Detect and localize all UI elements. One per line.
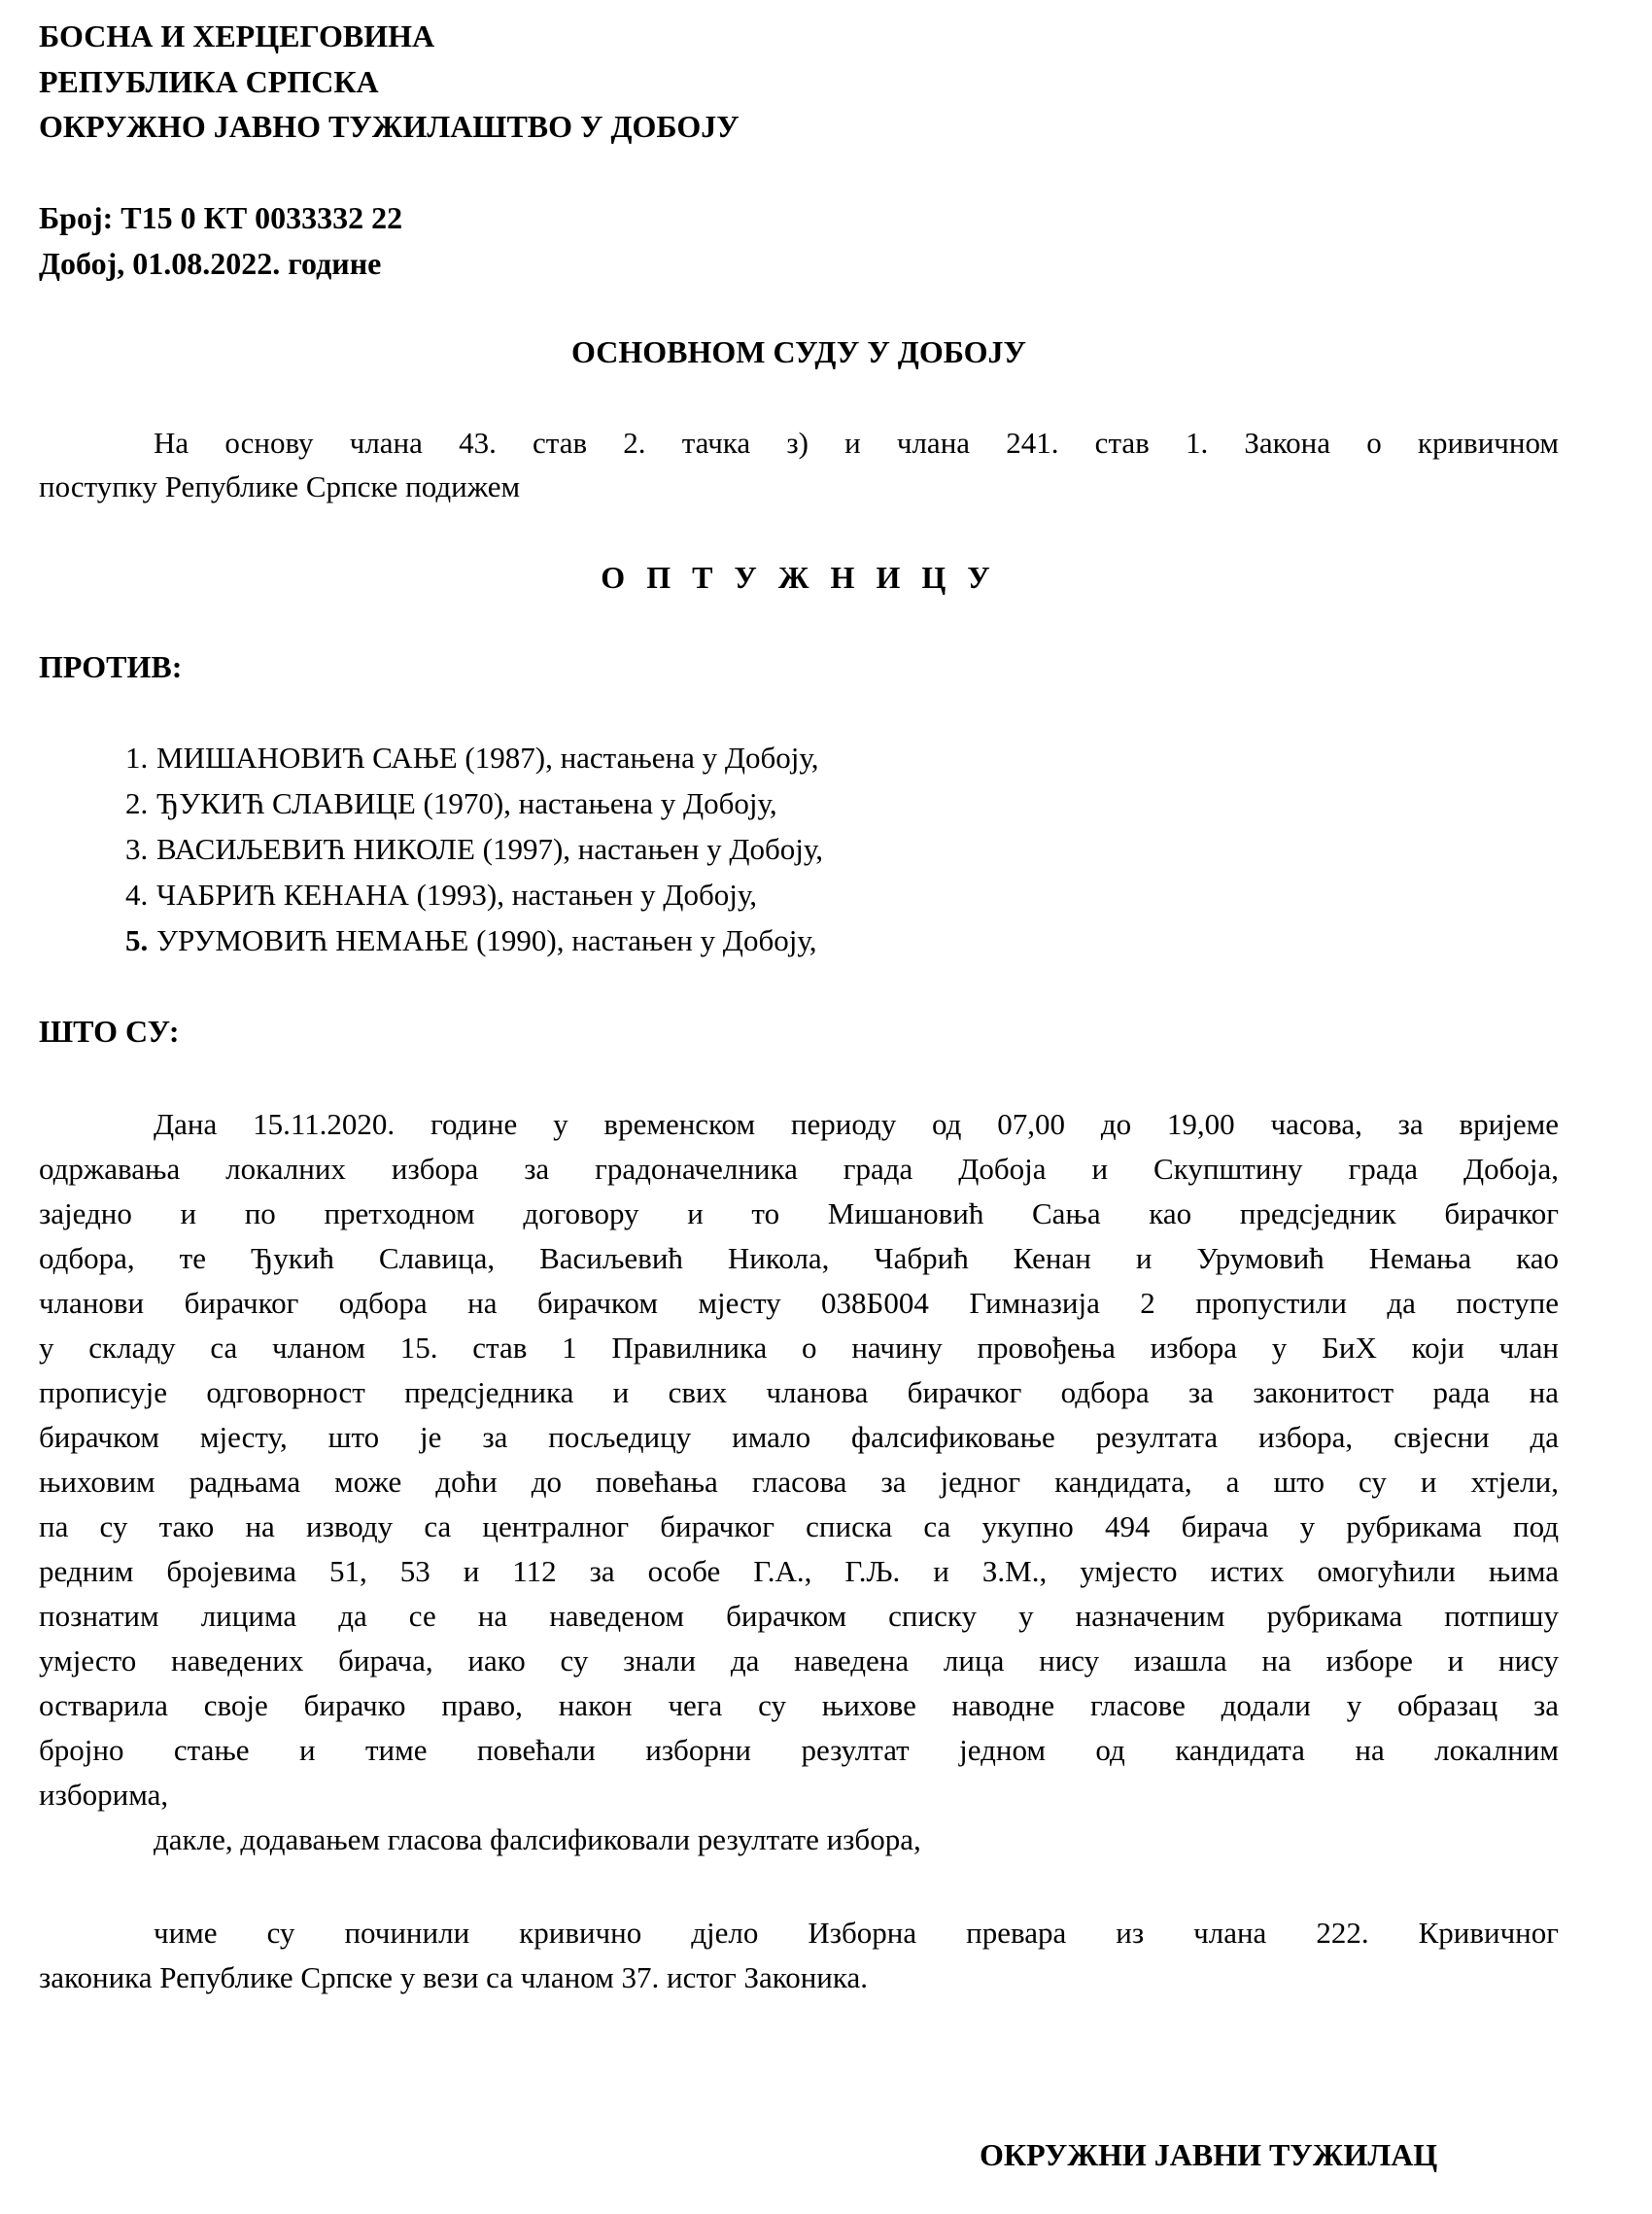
signature-title: ОКРУЖНИ ЈАВНИ ТУЖИЛАЦ	[980, 2137, 1438, 2172]
header-office: ОКРУЖНО ЈАВНО ТУЖИЛАШТВО У ДОБОЈУ	[39, 109, 740, 144]
body-line: па су тако на изводу са централног бирачког списка са укупно 494 бирача у рубрикама под	[39, 1509, 1559, 1543]
body-line: бирачком мјесту, што је за посљедицу имало фалсификовање резултата избора, свјесни да	[39, 1420, 1559, 1454]
list-item-number: 5.	[125, 923, 149, 957]
list-item-number: 4.	[125, 878, 149, 912]
body-line: њиховим радњама може доћи до повећања гласова за једног кандидата, а што су и хтјели,	[39, 1465, 1559, 1499]
body-line: умјесто наведених бирача, иако су знали да наведена лица нису изашла на изборе и нису	[39, 1643, 1559, 1678]
list-item-text: ЂУКИЋ СЛАВИЦЕ (1970), настањена у Добоју,	[156, 786, 777, 820]
list-item-text: МИШАНОВИЋ САЊЕ (1987), настањена у Добоју,	[156, 741, 819, 775]
body-line: изборима,	[39, 1778, 169, 1812]
intro-line-2: поступку Републике Српске подижем	[39, 469, 521, 503]
charges-heading: ШТО СУ:	[39, 1014, 180, 1049]
case-number: Број: Т15 0 КТ 0033332 22	[39, 200, 403, 235]
body-line: у складу са чланом 15. став 1 Правилника о начину провођења избора у БиХ који члан	[39, 1331, 1559, 1365]
body-line: одржавања локалних избора за градоначелника града Добоја и Скупштину града Добоја,	[39, 1152, 1559, 1186]
list-item-number: 1.	[125, 741, 149, 775]
body-line: Дана 15.11.2020. године у временском периоду од 07,00 до 19,00 часова, за вријеме	[154, 1107, 1559, 1141]
list-item-number: 2.	[125, 786, 149, 820]
body-line: заједно и по претходном договору и то Мишановић Сања као предсједник бирачког	[39, 1196, 1559, 1230]
addressee: ОСНОВНОМ СУДУ У ДОБОЈУ	[570, 334, 1027, 369]
list-item-number: 3.	[125, 832, 149, 866]
body-line: чланови бирачког одбора на бирачком мјесту 038Б004 Гимназија 2 пропустили да поступе	[39, 1286, 1559, 1320]
place-date: Добој, 01.08.2022. године	[39, 246, 382, 281]
list-item-text: ЧАБРИЋ КЕНАНА (1993), настањен у Добоју,	[156, 878, 757, 912]
conclusion-line: дакле, додавањем гласова фалсификовали резултате избора,	[154, 1822, 921, 1856]
body-line: одбора, те Ђукић Славица, Васиљевић Никола, Чабрић Кенан и Урумовић Немања као	[39, 1241, 1559, 1275]
offence-line-1: чиме су починили кривично дјело Изборна превара из члана 222. Кривичног	[154, 1916, 1559, 1950]
body-line: прописује одговорност предсједника и свих чланова бирачког одбора за законитост рада на	[39, 1375, 1559, 1409]
body-line: бројно стање и тиме повећали изборни резултат једном од кандидата на локалним	[39, 1733, 1559, 1767]
body-line: познатим лицима да се на наведеном бирачком списку у назначеним рубрикама потпишу	[39, 1599, 1559, 1633]
body-line: редним бројевима 51, 53 и 112 за особе Г.А., Г.Љ. и З.М., умјесто истих омогућили њима	[39, 1554, 1559, 1588]
list-item-text: УРУМОВИЋ НЕМАЊЕ (1990), настањен у Добоју,	[156, 923, 817, 957]
header-country: БОСНА И ХЕРЦЕГОВИНА	[39, 18, 435, 53]
intro-line-1: На основу члана 43. став 2. тачка з) и члана 241. став 1. Закона о кривичном	[154, 426, 1559, 460]
against-heading: ПРОТИВ:	[39, 649, 183, 684]
header-entity: РЕПУБЛИКА СРПСКА	[39, 64, 379, 99]
body-line: остварила своје бирачко право, након чега су њихове наводне гласове додали у образац за	[39, 1688, 1559, 1722]
offence-line-2: законика Републике Српске у вези са чланом 37. истог Законика.	[39, 1960, 868, 1994]
list-item-text: ВАСИЉЕВИЋ НИКОЛЕ (1997), настањен у Добоју,	[156, 832, 824, 866]
document-title: О П Т У Ж Н И Ц У	[601, 560, 997, 595]
